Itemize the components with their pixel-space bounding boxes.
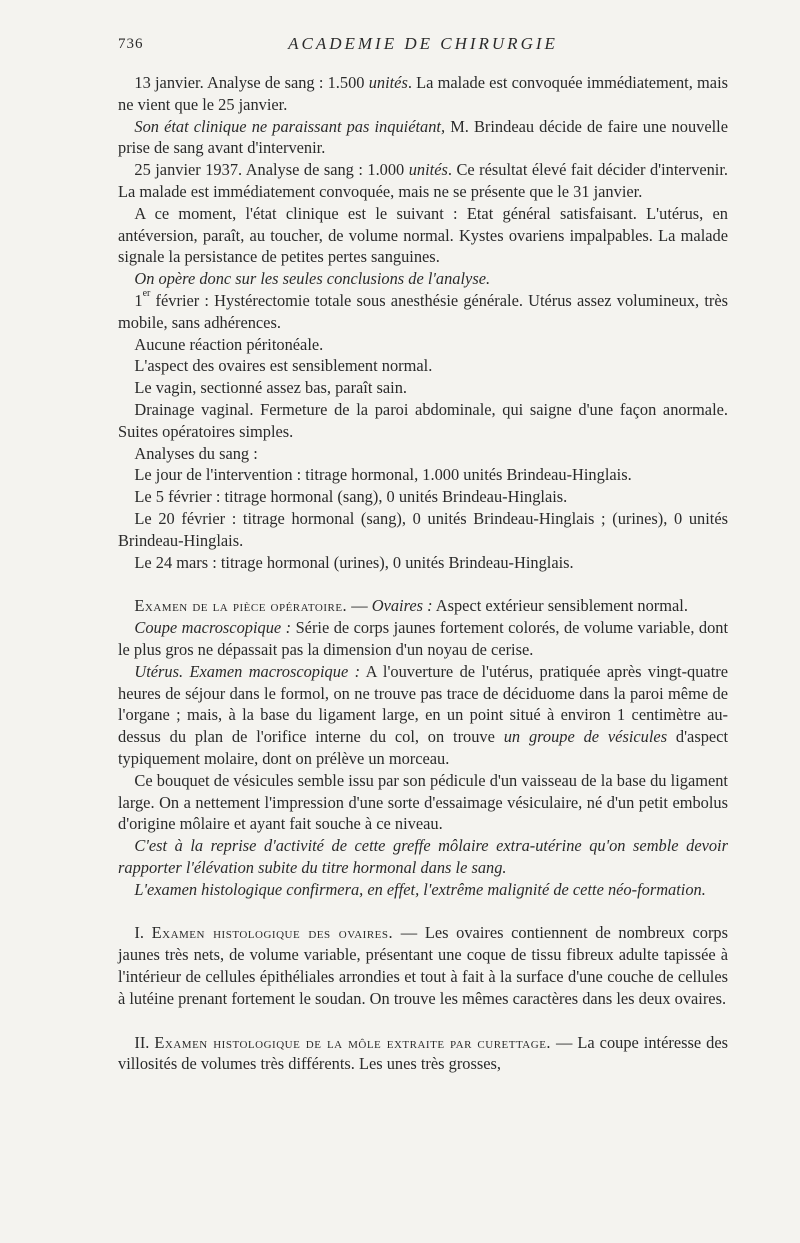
paragraph: C'est à la reprise d'activité de cette greffe môlaire extra-utérine qu'on semble devoir rapporter l'élévation subite du titre hormonal dans le sang. (118, 836, 728, 877)
paragraph: Le jour de l'intervention : titrage hormonal, 1.000 unités Brindeau-Hinglais. (134, 465, 632, 485)
paragraph: Utérus. Examen macroscopique : A l'ouverture de l'utérus, pratiquée après vingt-quatre heures de séjour dans le formol, on ne trouve pas trace de déciduome dans la paroi même de l'organe ; mais, à la base du ligament large, en un point situé à environ 1 centimètre au-dessus du plan de l'orifice interne du col, on trouve un groupe de vésicules d'aspect typiquement molaire, dont on prélève un morceau. (118, 661, 729, 768)
paragraph: II. Examen histologique de la môle extraite par curettage. — La coupe intéresse des villosités de volumes très différents. Les unes très grosses, (118, 1032, 728, 1074)
paragraph: Examen de la pièce opératoire. — Ovaires : Aspect extérieur sensiblement normal. (134, 596, 688, 616)
paragraph: 1er février : Hystérectomie totale sous anesthésie générale. Utérus assez volumineux, très mobile, sans adhérences. (118, 287, 728, 332)
section-gap (118, 573, 728, 595)
paragraph: Coupe macroscopique : Série de corps jaunes fortement colorés, de volume variable, dont le plus gros ne dépassait pas la dimension d'un noyau de cerise. (118, 618, 729, 659)
page-header (118, 34, 728, 58)
page-number: 736 (118, 36, 144, 52)
paragraph: Analyses du sang : (134, 443, 258, 463)
paragraph: Le 24 mars : titrage hormonal (urines), 0 unités Brindeau-Hinglais. (134, 552, 574, 572)
paragraph: L'examen histologique confirmera, en effet, l'extrême malignité de cette néo-formation. (134, 879, 706, 899)
paragraph: I. Examen histologique des ovaires. — Les ovaires contiennent de nombreux corps jaunes très nets, de volume variable, présentant une coque de tissu fibreux adulte tapissée à l'intérieur de cellules épithéliales arrondies et tout à fait à la surface d'une couche de cellules à lutéine prenant fortement le soudan. On trouve les mêmes caractères dans les deux ovaires. (118, 923, 728, 1008)
paragraph: 13 janvier. Analyse de sang : 1.500 unités. La malade est convoquée immédiatement, mais ne vient que le 25 janvier. (118, 73, 728, 114)
paragraph: Le vagin, sectionné assez bas, paraît sain. (134, 378, 408, 398)
section-heading: Examen histologique des ovaires. (151, 923, 394, 943)
paragraph: A ce moment, l'état clinique est le suivant : Etat général satisfaisant. L'utérus, en antéversion, paraît, au toucher, de volume normal. Kystes ovariens impalpables. La malade signale la persistance de petites pertes sanguines. (118, 203, 728, 267)
paragraph: Le 20 février : titrage hormonal (sang), 0 unités Brindeau-Hinglais ; (urines), 0 unités Brindeau-Hinglais. (118, 508, 728, 550)
section-gap (118, 900, 728, 922)
paragraph: Aucune réaction péritonéale. (134, 334, 324, 354)
body-text (118, 72, 728, 1075)
running-title: ACADEMIE DE CHIRURGIE (288, 34, 558, 53)
paragraph: On opère donc sur les seules conclusions de l'analyse. (134, 269, 491, 289)
section-heading: Examen histologique de la môle extraite par curettage. (154, 1032, 552, 1052)
paragraph: 25 janvier 1937. Analyse de sang : 1.000 unités. Ce résultat élevé fait décider d'intervenir. La malade est immédiatement convoquée, mais ne se présente que le 31 janvier. (118, 160, 728, 201)
paragraph: Ce bouquet de vésicules semble issu par son pédicule d'un vaisseau de la base du ligament large. On a nettement l'impression d'une sorte d'essaimage vésiculaire, né d'un petit embolus d'origine môlaire et ayant fait souche à ce niveau. (118, 770, 728, 834)
paragraph: Le 5 février : titrage hormonal (sang), 0 unités Brindeau-Hinglais. (134, 487, 568, 507)
paragraph: Son état clinique ne paraissant pas inquiétant, M. Brindeau décide de faire une nouvelle prise de sang avant d'intervenir. (118, 116, 728, 158)
section-gap (118, 1010, 728, 1032)
paragraph: L'aspect des ovaires est sensiblement normal. (134, 356, 433, 376)
section-heading: Examen de la pièce opératoire. (134, 596, 348, 616)
paragraph: Drainage vaginal. Fermeture de la paroi abdominale, qui saigne d'une façon anormale. Suites opératoires simples. (118, 399, 728, 441)
